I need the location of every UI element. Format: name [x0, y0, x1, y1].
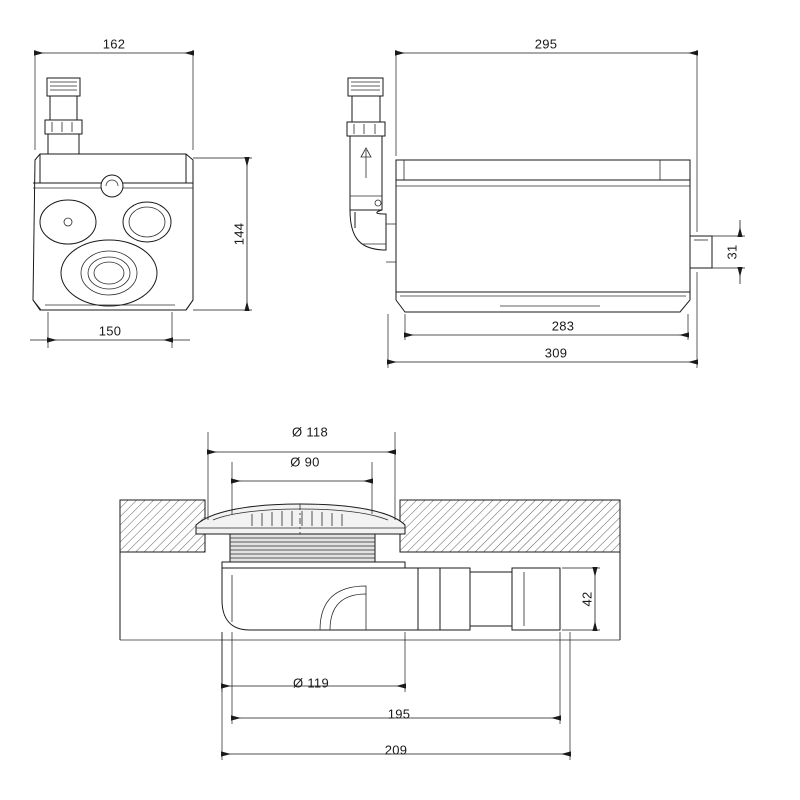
section-dim-42: [562, 568, 600, 630]
dim-label-overall-length: 209: [384, 742, 408, 758]
section-view-geometry: [120, 500, 620, 640]
front-dim-144: [193, 158, 252, 310]
front-dim-150: [30, 312, 190, 348]
dim-label-section-height: 42: [579, 591, 595, 607]
dim-label-front-width-bottom: 150: [98, 323, 122, 339]
side-dim-31: [712, 220, 745, 284]
dim-label-side-tail-height: 31: [724, 244, 740, 260]
front-view-geometry: [33, 78, 193, 310]
section-dim-195: [232, 632, 560, 724]
side-view-geometry: [347, 78, 712, 312]
dim-label-side-overall-top: 295: [534, 36, 558, 52]
dim-label-front-width-top: 162: [102, 36, 126, 52]
dim-label-outlet-length: 195: [387, 706, 411, 722]
dim-label-bore-dia: Ø 119: [293, 675, 329, 691]
dim-label-flange-outer-dia: Ø 118: [292, 424, 328, 440]
section-dim-119: [222, 632, 405, 692]
dim-label-front-height: 144: [231, 222, 247, 246]
dim-label-side-overall-length: 309: [544, 345, 568, 361]
section-dim-209: [222, 632, 570, 760]
dim-label-grate-dia: Ø 90: [290, 454, 320, 470]
dim-label-side-body-length: 283: [551, 318, 575, 334]
front-dim-162: [35, 50, 193, 150]
side-dim-283: [405, 314, 688, 340]
